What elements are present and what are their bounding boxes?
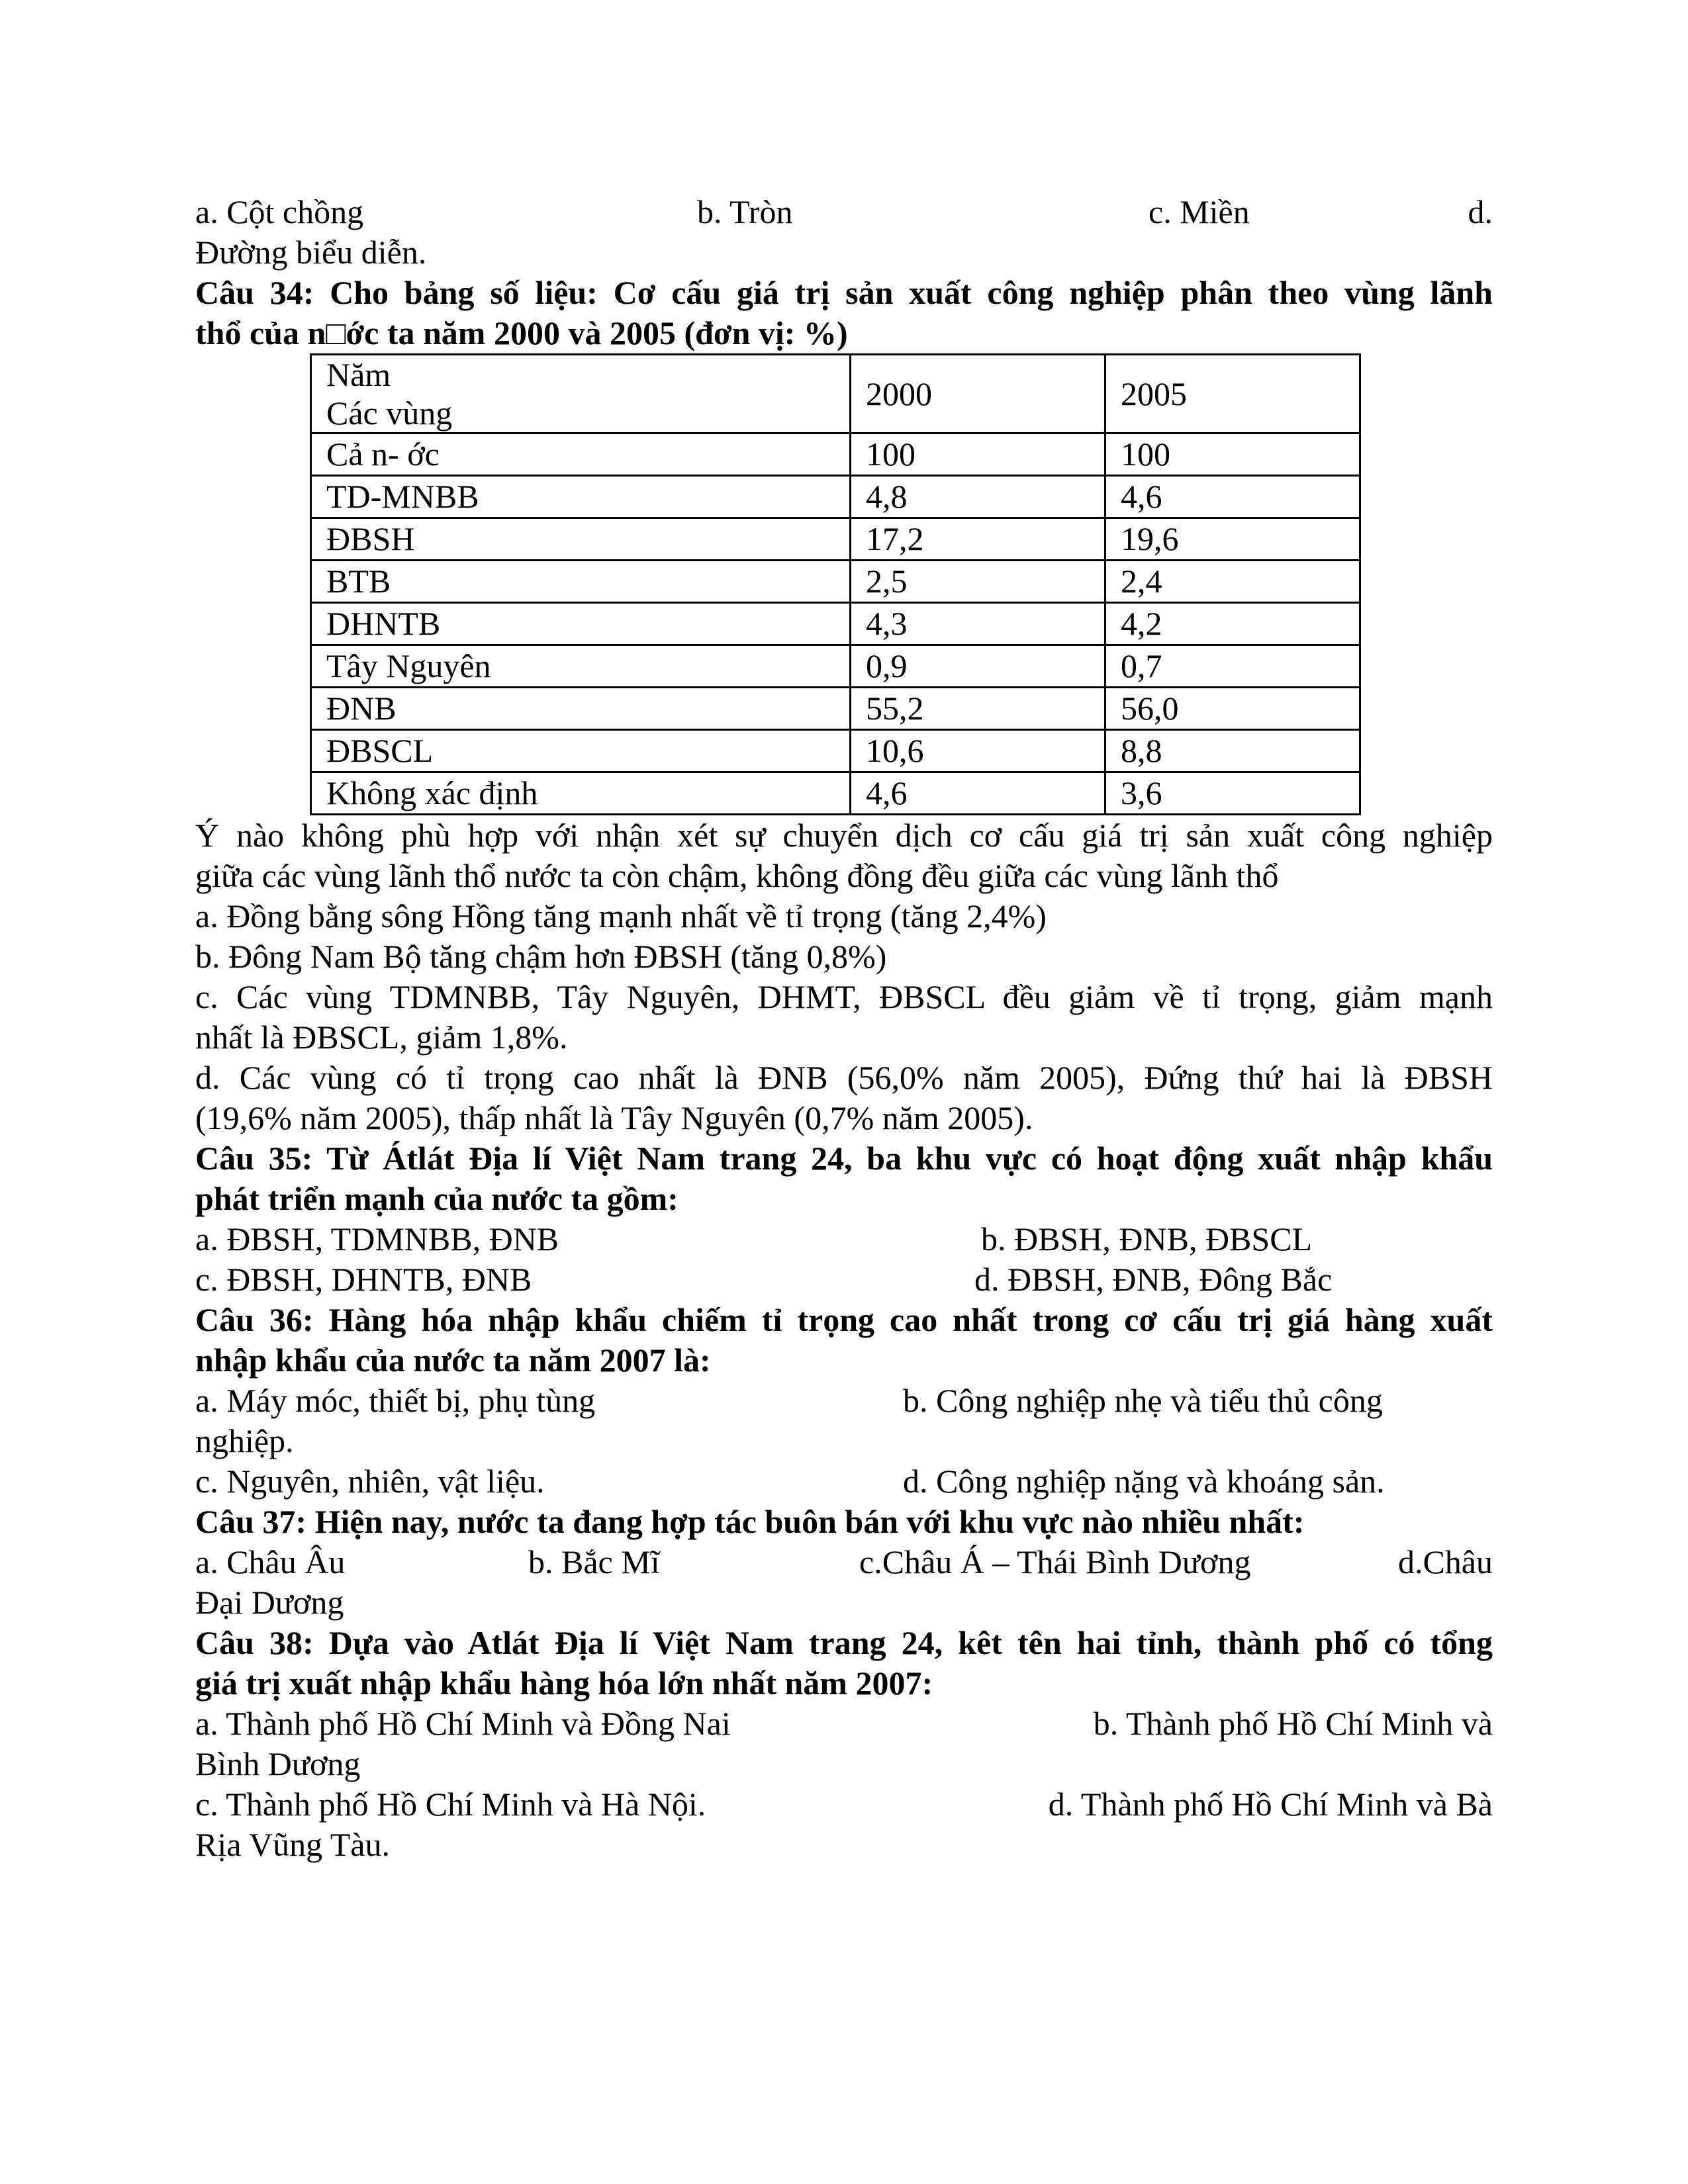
region-cell: DHNTB (311, 603, 851, 645)
q34-option-c-line2: nhất là ĐBSCL, giảm 1,8%. (195, 1019, 568, 1056)
value-2000-cell: 2,5 (851, 561, 1105, 603)
q35-option-d: d. ĐBSH, ĐNB, Đông Bắc (974, 1261, 1333, 1298)
region-cell: ĐNB (311, 688, 851, 730)
value-2000-cell: 100 (851, 433, 1105, 476)
value-2005-cell: 19,6 (1105, 518, 1360, 561)
table-header-row (311, 355, 1360, 433)
value-2000-cell: 17,2 (851, 518, 1105, 561)
q38-option-b-line1: b. Thành phố Hồ Chí Minh và (1093, 1705, 1493, 1742)
q33-option-a: a. Cột chồng (195, 193, 364, 230)
q36-option-b-line1: b. Công nghiệp nhẹ và tiểu thủ công (903, 1382, 1383, 1419)
q38-title-line1: Câu 38: Dựa vào Atlát Địa lí Việt Nam trang 24, kêt tên hai tỉnh, thành phố có tổng (195, 1624, 1493, 1661)
q35-title-line1: Câu 35: Từ Átlát Địa lí Việt Nam trang 24, ba khu vực có hoạt động xuất nhập khẩu (195, 1140, 1493, 1177)
region-cell: ĐBSCL (311, 730, 851, 772)
header-year-label: Năm (326, 356, 391, 393)
q34-option-d-line2: (19,6% năm 2005), thấp nhất là Tây Nguyên (0,7% năm 2005). (195, 1099, 1033, 1136)
q36-option-d: d. Công nghiệp nặng và khoáng sản. (903, 1463, 1385, 1500)
q37-title: Câu 37: Hiện nay, nước ta đang hợp tác buôn bán với khu vực nào nhiều nhất: (195, 1503, 1305, 1540)
value-2005-cell: 2,4 (1105, 561, 1360, 603)
region-cell: Tây Nguyên (311, 645, 851, 688)
value-2005-cell: 0,7 (1105, 645, 1360, 688)
q34-option-b: b. Đông Nam Bộ tăng chậm hơn ĐBSH (tăng 0,8%) (195, 938, 887, 975)
q38-option-b-line2: Bình Dương (195, 1745, 361, 1782)
value-2005-cell: 4,6 (1105, 476, 1360, 518)
region-cell: Cả n- ớc (311, 433, 851, 476)
q38-option-d-line2: Rịa Vũng Tàu. (195, 1826, 390, 1863)
q36-options-row2 (195, 1461, 1493, 1502)
q33-option-d-prefix: d. (1468, 193, 1493, 230)
q37-option-a: a. Châu Âu (195, 1543, 346, 1580)
q34-title-line2: thổ của n□ớc ta năm 2000 và 2005 (đơn vị: %) (195, 314, 848, 351)
q33-options-row (195, 192, 1493, 232)
table-header-2000: 2000 (851, 355, 1105, 433)
region-cell: Không xác định (311, 772, 851, 815)
q33-option-d-rest: Đường biểu diễn. (195, 234, 427, 271)
q36-option-b-line2: nghiệp. (195, 1422, 294, 1459)
table-row (311, 688, 1360, 730)
value-2000-cell: 4,3 (851, 603, 1105, 645)
q38-options-row2 (195, 1784, 1493, 1825)
value-2000-cell: 4,8 (851, 476, 1105, 518)
q38-title-line2: giá trị xuất nhập khẩu hàng hóa lớn nhất năm 2007: (195, 1664, 933, 1702)
region-cell: BTB (311, 561, 851, 603)
q35-options-row2 (195, 1259, 1493, 1300)
q34-option-d-line1: d. Các vùng có tỉ trọng cao nhất là ĐNB (56,0% năm 2005), Đứng thứ hai là ĐBSH (195, 1059, 1493, 1096)
q34-option-a: a. Đồng bằng sông Hồng tăng mạnh nhất về tỉ trọng (tăng 2,4%) (195, 897, 1047, 934)
q37-option-d-rest: Đại Dương (195, 1584, 344, 1621)
value-2005-cell: 3,6 (1105, 772, 1360, 815)
q34-prompt-line2: giữa các vùng lãnh thổ nước ta còn chậm, không đồng đều giữa các vùng lãnh thổ (195, 857, 1279, 894)
value-2005-cell: 56,0 (1105, 688, 1360, 730)
value-2005-cell: 8,8 (1105, 730, 1360, 772)
q36-options-row1 (195, 1381, 1493, 1421)
q34-option-c-line1: c. Các vùng TDMNBB, Tây Nguyên, DHMT, ĐBSCL đều giảm về tỉ trọng, giảm mạnh (195, 978, 1493, 1015)
region-cell: ĐBSH (311, 518, 851, 561)
q33-option-c: c. Miền (1149, 193, 1250, 230)
q35-options-row1 (195, 1219, 1493, 1259)
q35-option-c: c. ĐBSH, DHNTB, ĐNB (195, 1261, 532, 1298)
table-row (311, 433, 1360, 476)
table-row (311, 603, 1360, 645)
value-2000-cell: 55,2 (851, 688, 1105, 730)
document-page (195, 192, 1493, 1865)
table-row (311, 561, 1360, 603)
value-2000-cell: 10,6 (851, 730, 1105, 772)
q35-title-line2: phát triển mạnh của nước ta gồm: (195, 1180, 679, 1217)
q37-option-c: c.Châu Á – Thái Bình Dương (859, 1543, 1251, 1580)
value-2000-cell: 4,6 (851, 772, 1105, 815)
q35-option-b: b. ĐBSH, ĐNB, ĐBSCL (981, 1220, 1313, 1257)
q33-option-b: b. Tròn (697, 193, 793, 230)
header-region-label: Các vùng (326, 394, 453, 432)
value-2000-cell: 0,9 (851, 645, 1105, 688)
table-row (311, 645, 1360, 688)
q35-option-a: a. ĐBSH, TDMNBB, ĐNB (195, 1220, 559, 1257)
q36-title-line2: nhập khẩu của nước ta năm 2007 là: (195, 1342, 711, 1379)
value-2005-cell: 4,2 (1105, 603, 1360, 645)
q34-title-line1: Câu 34: Cho bảng số liệu: Cơ cấu giá trị sản xuất công nghiệp phân theo vùng lãnh (195, 274, 1493, 311)
q36-option-a: a. Máy móc, thiết bị, phụ tùng (195, 1382, 596, 1419)
q36-title-line1: Câu 36: Hàng hóa nhập khẩu chiếm tỉ trọng cao nhất trong cơ cấu trị giá hàng xuất (195, 1301, 1493, 1338)
q37-option-d-prefix: d.Châu (1397, 1543, 1493, 1580)
q38-options-row1 (195, 1704, 1493, 1744)
q38-option-a: a. Thành phố Hồ Chí Minh và Đồng Nai (195, 1705, 731, 1742)
q37-options-row (195, 1542, 1493, 1582)
table-row (311, 476, 1360, 518)
table-row (311, 772, 1360, 815)
table-header-region (311, 355, 851, 433)
q38-option-c: c. Thành phố Hồ Chí Minh và Hà Nội. (195, 1786, 706, 1823)
q34-data-table (310, 353, 1361, 815)
q34-prompt-line1: Ý nào không phù hợp với nhận xét sự chuyển dịch cơ cấu giá trị sản xuất công nghiệp (195, 817, 1493, 854)
table-row (311, 730, 1360, 772)
q37-option-b: b. Bắc Mĩ (528, 1543, 660, 1580)
table-header-2005: 2005 (1105, 355, 1360, 433)
q38-option-d-line1: d. Thành phố Hồ Chí Minh và Bà (1048, 1786, 1493, 1823)
value-2005-cell: 100 (1105, 433, 1360, 476)
q36-option-c: c. Nguyên, nhiên, vật liệu. (195, 1463, 545, 1500)
table-row (311, 518, 1360, 561)
region-cell: TD-MNBB (311, 476, 851, 518)
